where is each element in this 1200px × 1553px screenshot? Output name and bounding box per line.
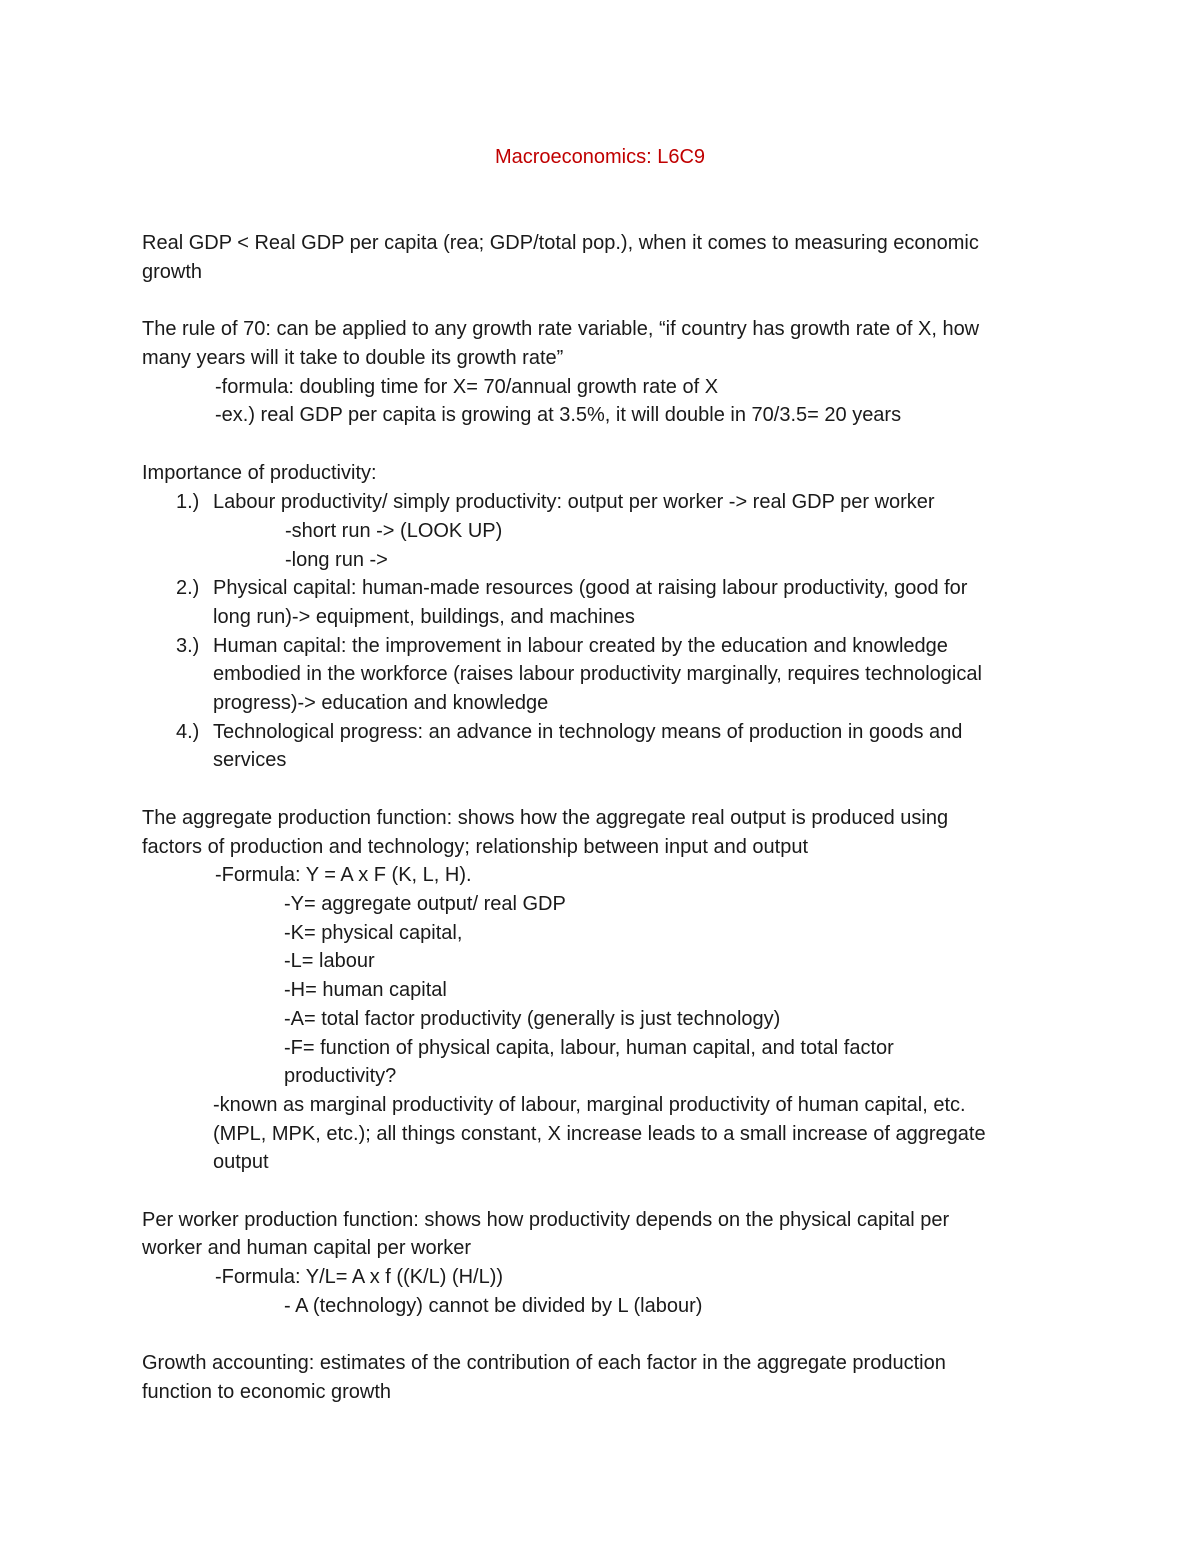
text-line: - A (technology) cannot be divided by L (labour) — [284, 1295, 703, 1317]
list-number: 4.) — [176, 721, 200, 743]
list-item: Labour productivity/ simply productivity: output per worker -> real GDP per worker — [213, 491, 935, 513]
text-line: -short run -> (LOOK UP) — [285, 520, 503, 542]
text-line: -F= function of physical capita, labour, human capital, and total factor — [284, 1037, 894, 1059]
text-line: embodied in the workforce (raises labour productivity marginally, requires technological — [213, 663, 982, 685]
text-line: Real GDP < Real GDP per capita (rea; GDP/total pop.), when it comes to measuring economic — [142, 232, 979, 254]
list-number: 2.) — [176, 577, 200, 599]
text-line: -H= human capital — [284, 979, 447, 1001]
section-heading: Importance of productivity: — [142, 462, 377, 484]
list-item: Physical capital: human-made resources (good at raising labour productivity, good for — [213, 577, 968, 599]
text-line: growth — [142, 261, 203, 283]
text-line: productivity? — [284, 1065, 397, 1087]
text-line: -L= labour — [284, 950, 375, 972]
list-number: 3.) — [176, 635, 200, 657]
text-line: -Y= aggregate output/ real GDP — [284, 893, 566, 915]
text-line: -ex.) real GDP per capita is growing at 3.5%, it will double in 70/3.5= 20 years — [215, 404, 902, 426]
page-title: Macroeconomics: L6C9 — [494, 146, 706, 168]
list-item: Technological progress: an advance in technology means of production in goods and — [213, 721, 963, 743]
text-line: -formula: doubling time for X= 70/annual growth rate of X — [215, 376, 719, 398]
text-line: services — [213, 749, 287, 771]
text-line: function to economic growth — [142, 1381, 392, 1403]
text-line: output — [213, 1151, 269, 1173]
text-line: The aggregate production function: shows how the aggregate real output is produced using — [142, 807, 949, 829]
text-line: factors of production and technology; relationship between input and output — [142, 836, 809, 858]
text-line: The rule of 70: can be applied to any growth rate variable, “if country has growth rate of X, how — [142, 318, 980, 340]
text-line: Growth accounting: estimates of the contribution of each factor in the aggregate production — [142, 1352, 946, 1374]
list-number: 1.) — [176, 491, 200, 513]
text-line: Per worker production function: shows how productivity depends on the physical capital per — [142, 1209, 950, 1231]
text-line: -K= physical capital, — [284, 922, 463, 944]
text-line: progress)-> education and knowledge — [213, 692, 549, 714]
list-item: Human capital: the improvement in labour created by the education and knowledge — [213, 635, 948, 657]
text-line: (MPL, MPK, etc.); all things constant, X increase leads to a small increase of aggregate — [213, 1123, 986, 1145]
text-line: -known as marginal productivity of labour, marginal productivity of human capital, etc. — [213, 1094, 966, 1116]
formula-line: -Formula: Y/L= A x f ((K/L) (H/L)) — [215, 1266, 504, 1288]
text-line: -A= total factor productivity (generally is just technology) — [284, 1008, 781, 1030]
text-line: -long run -> — [285, 549, 388, 571]
text-line: many years will it take to double its growth rate” — [142, 347, 564, 369]
formula-line: -Formula: Y = A x F (K, L, H). — [215, 864, 472, 886]
text-line: worker and human capital per worker — [142, 1237, 472, 1259]
text-line: long run)-> equipment, buildings, and machines — [213, 606, 635, 628]
